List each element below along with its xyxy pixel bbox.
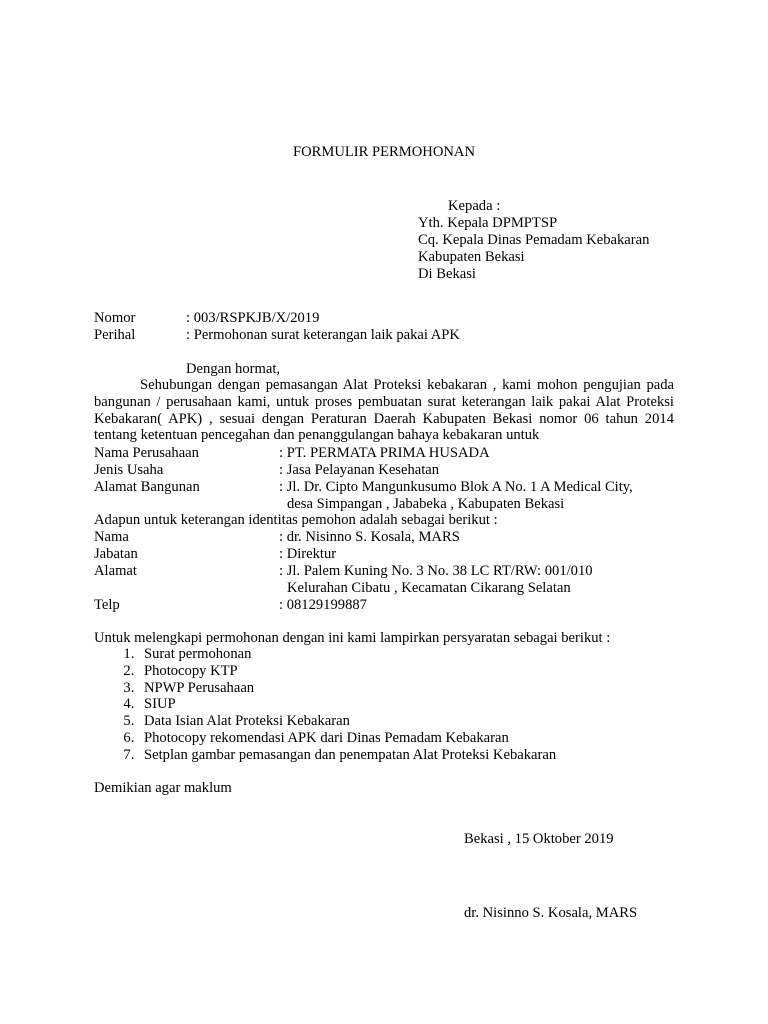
perihal-value: : Permohonan surat keterangan laik pakai APK (186, 327, 460, 343)
place-date: Bekasi , 15 Oktober 2019 (464, 831, 614, 847)
applicant-position-label: Jabatan (94, 546, 138, 562)
attachment-item: 1. Surat permohonan (138, 646, 556, 663)
building-address-label: Alamat Bangunan (94, 479, 200, 495)
recipient-line: Yth. Kepala DPMPTSP (418, 215, 558, 231)
body-paragraph: Sehubungan dengan pemasangan Alat Proteksi kebakaran , kami mohon pengujian pada bangunan / perusahaan kami, untuk proses pembuatan surat keterangan laik pakai Alat Proteksi Kebakaran( APK) , sesuai dengan Peraturan Daerah Kabupaten Bekasi nomor 06 tahun 2014 tentang ketentuan pencegahan dan penanggulangan bahaya kebakaran untuk (94, 377, 674, 444)
applicant-address-value: : Jl. Palem Kuning No. 3 No. 38 LC RT/RW: 001/010 (279, 563, 593, 579)
attachments-intro: Untuk melengkapi permohonan dengan ini kami lampirkan persyaratan sebagai berikut : (94, 630, 611, 646)
business-type-value: : Jasa Pelayanan Kesehatan (279, 462, 440, 478)
applicant-name-value: : dr. Nisinno S. Kosala, MARS (279, 529, 460, 545)
building-address-value: : Jl. Dr. Cipto Mangunkusumo Blok A No. 1 A Medical City, (279, 479, 633, 495)
recipient-line: Kabupaten Bekasi (418, 249, 525, 265)
attachments-list (94, 646, 556, 764)
building-address-value-cont: desa Simpangan , Jababeka , Kabupaten Bekasi (287, 496, 565, 512)
attachment-item: 3. NPWP Perusahaan (138, 680, 556, 697)
signatory-name: dr. Nisinno S. Kosala, MARS (464, 905, 638, 921)
company-name-label: Nama Perusahaan (94, 445, 199, 461)
recipient-line: Di Bekasi (418, 266, 476, 282)
applicant-phone-value: : 08129199887 (279, 597, 367, 613)
applicant-name-label: Nama (94, 529, 129, 545)
company-name-value: : PT. PERMATA PRIMA HUSADA (279, 445, 490, 461)
recipient-kepada: Kepada : (448, 198, 501, 214)
document-title: FORMULIR PERMOHONAN (292, 144, 476, 160)
nomor-label: Nomor (94, 310, 136, 326)
applicant-phone-label: Telp (94, 597, 120, 613)
salutation: Dengan hormat, (186, 361, 281, 377)
nomor-value: : 003/RSPKJB/X/2019 (186, 310, 320, 326)
perihal-label: Perihal (94, 327, 136, 343)
applicant-address-value-cont: Kelurahan Cibatu , Kecamatan Cikarang Selatan (287, 580, 571, 596)
attachment-item: 4. SIUP (138, 696, 556, 713)
attachment-item: 6. Photocopy rekomendasi APK dari Dinas Pemadam Kebakaran (138, 730, 556, 747)
recipient-line: Cq. Kepala Dinas Pemadam Kebakaran (418, 232, 650, 248)
applicant-intro: Adapun untuk keterangan identitas pemohon adalah sebagai berikut : (94, 512, 498, 528)
attachment-item: 5. Data Isian Alat Proteksi Kebakaran (138, 713, 556, 730)
applicant-position-value: : Direktur (279, 546, 337, 562)
attachment-item: 2. Photocopy KTP (138, 663, 556, 680)
attachment-item: 7. Setplan gambar pemasangan dan penempatan Alat Proteksi Kebakaran (138, 747, 556, 764)
applicant-address-label: Alamat (94, 563, 137, 579)
closing: Demikian agar maklum (94, 780, 232, 796)
business-type-label: Jenis Usaha (94, 462, 164, 478)
